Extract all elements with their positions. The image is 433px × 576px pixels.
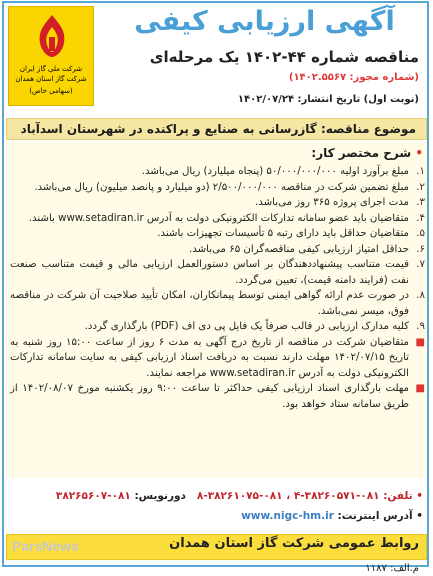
- list-item-note: ■ متقاضیان شرکت در مناقصه از تاریخ درج آگهی به مدت ۶ روز از ساعت ۱۵:۰۰ روز شنبه به تاریخ ۱۴۰۲/۰۷/۱۵ مهلت دارند نسبت به دریافت اسناد ارزیابی کیفی به سایت سامانه تدارکات الکترونیکی دولت به آدرس www.setadiran.ir مراجعه نمایند.: [10, 336, 425, 379]
- list-item: ۹. کلیه مدارک ارزیابی در قالب صرفاً یک فایل پی دی اف (PDF) بارگذاری گردد.: [84, 321, 425, 332]
- ad-title: آگهی ارزیابی کیفی: [134, 6, 395, 37]
- web-label: • آدرس اینترنت:: [337, 510, 423, 522]
- list-item: ۳. مدت اجرای پروژه ۳۶۵ روز می‌باشد.: [255, 197, 425, 208]
- list-item-note: ■ مهلت بارگذاری اسناد ارزیابی کیفی حداکثر تا ساعت ۹:۰۰ روز یکشنبه مورخ ۱۴۰۲/۰۸/۰۷ از طریق سامانه ستاد خواهد بود.: [10, 383, 425, 410]
- contact-web-line: [10, 510, 423, 522]
- company-logo: [8, 6, 94, 106]
- requirements-list: [10, 164, 425, 412]
- tender-subject: موضوع مناقصه: گازرسانی به صنایع و پراکنده در شهرستان اسدآباد: [6, 118, 427, 140]
- website-link[interactable]: www.nigc-hm.ir: [241, 510, 334, 522]
- list-item: ۸. در صورت عدم ارائه گواهی ایمنی توسط پیمانکاران، امکان تأیید صلاحیت آن شرکت در مناقصه فوق، میسر نمی‌باشد.: [10, 290, 425, 317]
- tender-number: مناقصه شماره ۴۴-۱۴۰۲ یک مرحله‌ای: [149, 48, 419, 66]
- fax-label: دورنویس:: [134, 490, 186, 502]
- logo-line-2: شرکت گاز استان همدان: [15, 75, 87, 83]
- logo-line-1: شرکت ملی گاز ایران: [19, 65, 83, 73]
- list-item: ۴. متقاضیان باید عضو سامانه تدارکات الکترونیکی دولت به آدرس www.setadiran.ir باشند.: [28, 212, 425, 224]
- list-item: ۱. مبلغ برآورد اولیه ۵۰/۰۰۰/۰۰۰/۰۰۰ (پنجاه میلیارد) ریال می‌باشد.: [141, 166, 425, 177]
- permit-number: (شماره مجوز: ۱۴۰۲.۵۵۶۷): [288, 72, 419, 83]
- logo-line-3: (سهامی خاص): [29, 87, 73, 95]
- ad-number: م.الف: ۱۱۸۷: [365, 563, 419, 574]
- list-item: ۲. مبلغ تضمین شرکت در مناقصه ۲/۵۰۰/۰۰۰/۰۰۰ (دو میلیارد و پانصد میلیون) ریال می‌باشد.: [34, 181, 425, 193]
- contact-phone-line: [10, 490, 423, 502]
- list-item: ۵. متقاضیان حداقل باید دارای رتبه ۵ تأسیسات تجهیزات باشند.: [157, 228, 425, 239]
- parsnews-watermark: ParsNews: [12, 538, 79, 554]
- summary-heading: • شرح مختصر کار:: [311, 146, 423, 160]
- list-item: ۶. حداقل امتیاز ارزیابی کیفی مناقصه‌گران ۶۵ می‌باشد.: [188, 243, 425, 255]
- flame-logo-icon: [33, 13, 71, 59]
- footer-publisher: روابط عمومی شرکت گاز استان همدان: [169, 536, 419, 551]
- fax-number: ۰۸۱-۳۸۲۶۵۶۰۷: [55, 490, 131, 502]
- summary-heading-text: شرح مختصر کار:: [311, 146, 412, 160]
- list-item: ۷. قیمت متناسب پیشنهاددهندگان بر اساس دستورالعمل ارزیابی مالی و قیمت متناسب صنعت نفت (فرایند دامنه قیمت)، تعیین می‌گردد.: [10, 259, 425, 286]
- phone-label: • تلفن:: [383, 490, 423, 502]
- publish-date: (نوبت اول) تاریخ انتشار: ۱۴۰۲/۰۷/۲۴: [237, 94, 419, 105]
- phone-numbers: ۰۸۱-۳۸۲۶۰۵۷۱-۴ ، ۰۸۱-۳۸۲۶۱۰۷۵-۸: [196, 490, 380, 502]
